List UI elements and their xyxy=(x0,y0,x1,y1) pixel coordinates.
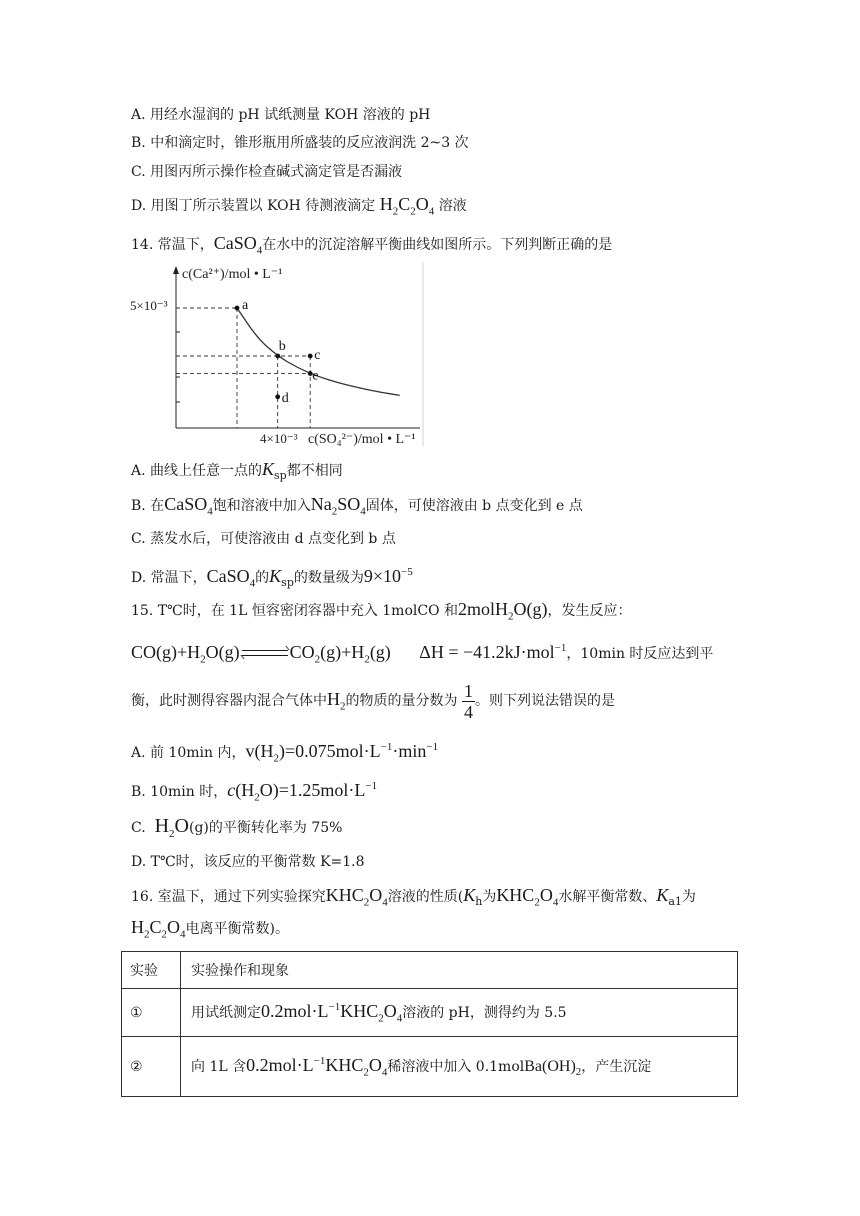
y-tick-label: 5×10⁻³ xyxy=(130,298,168,313)
q15-stem: 15. T℃时，在 1L 恒容密闭容器中充入 1molCO 和2molH$_2$O(g)，发生反应： xyxy=(131,599,632,623)
table-cell: 向 1L 含$0.2mol\cdot L^{-1}KHC_2O_4$稀溶液中加入 $0.1molBa(OH)_2$，产生沉淀 xyxy=(181,1037,738,1097)
q14-option-a: A. 曲线上任意一点的$K_{sp}$都不相同 xyxy=(131,459,343,482)
table-header-cell: 实验 xyxy=(122,952,181,989)
q15-option-b: B. 10min 时，$c(H_2O)=1.25mol\cdot L^{-1}$ xyxy=(131,780,378,804)
experiment-table xyxy=(121,951,738,1097)
guide-dashes xyxy=(176,308,310,428)
q13-option-a: A. 用经水湿润的 pH 试纸测量 KOH 溶液的 pH xyxy=(131,107,431,123)
table-header-cell: 实验操作和现象 xyxy=(181,952,738,989)
table-header-row xyxy=(122,952,738,989)
q15-option-c: C. $H_2O(g)$的平衡转化率为 75% xyxy=(131,815,343,840)
q14-option-d: D. 常温下，CaSO$_4$的$K_{sp}$的数量级为$9\times 10^{-5}$ xyxy=(131,566,413,590)
q16-stem-line2: $H_2C_2O_4$电离平衡常数)。 xyxy=(131,917,289,941)
x-axis-label: c(SO₄²⁻)/mol • L⁻¹ xyxy=(308,432,416,446)
data-points xyxy=(235,298,321,406)
point-label-c: c xyxy=(314,348,321,363)
table-row xyxy=(122,989,738,1037)
q15-equation: $CO(g)+H_2O(g)$ $CO_2(g)+H_2(g) \Delta H = -41.2kJ\cdot mol^{-1}$，10min 时反应达到平 xyxy=(131,642,714,666)
table-cell: ② xyxy=(122,1037,181,1097)
point-label-b: b xyxy=(278,339,286,354)
q14-stem: 14. 常温下，CaSO$_4$在水中的沉淀溶解平衡曲线如图所示。下列判断正确的是 xyxy=(131,233,613,257)
q15-option-a: A. 前 10min 内，$v(H_2)=0.075mol\cdot L^{-1}\cdot\min^{-1}$ xyxy=(131,741,439,765)
q15-option-d: D. T℃时，该反应的平衡常数 K=1.8 xyxy=(131,854,365,870)
q14-option-b: B. 在CaSO$_4$饱和溶液中加入$Na_2SO_4$固体，可使溶液由 b 点变化到 e 点 xyxy=(131,494,583,518)
x-tick-label: 4×10⁻³ xyxy=(260,431,298,446)
equilibrium-arrow xyxy=(242,647,288,661)
table-cell: 用试纸测定$0.2mol\cdot L^{-1}KHC_2O_4$溶液的 pH，测得约为 5.5 xyxy=(181,989,738,1037)
table-cell: ① xyxy=(122,989,181,1037)
point-label-a: a xyxy=(242,298,249,313)
q14-option-c: C. 蒸发水后，可使溶液由 d 点变化到 b 点 xyxy=(131,531,396,547)
fraction-one-quarter: $\frac{1}{4}$ xyxy=(463,680,473,722)
q13-option-c: C. 用图丙所示操作检查碱式滴定管是否漏液 xyxy=(131,164,403,180)
solubility-equilibrium-chart xyxy=(130,262,426,446)
q16-stem: 16. 室温下，通过下列实验探究$KHC_2O_4$溶液的性质($K_h$为$KHC_2O_4$水解平衡常数、$K_{a1}$为 xyxy=(131,885,696,909)
point-c xyxy=(308,354,313,359)
point-d xyxy=(275,394,280,399)
q13-option-b: B. 中和滴定时，锥形瓶用所盛装的反应液润洗 2~3 次 xyxy=(131,135,469,151)
point-b xyxy=(275,354,280,359)
y-axis-arrow xyxy=(173,266,179,274)
point-label-d: d xyxy=(281,390,289,406)
point-label-e: e xyxy=(312,368,319,384)
y-axis-label: c(Ca²⁺)/mol • L⁻¹ xyxy=(182,267,283,282)
point-a xyxy=(235,306,240,311)
table-row xyxy=(122,1037,738,1097)
q13-option-d: D. 用图丁所示装置以 KOH 待测液滴定 $H_2C_2O_4$ 溶液 xyxy=(131,194,467,218)
q15-line3: 衡，此时测得容器内混合气体中$H_2$的物质的量分数为 $\frac{1}{4}$ 。则下列说法错误的是 xyxy=(131,680,615,722)
